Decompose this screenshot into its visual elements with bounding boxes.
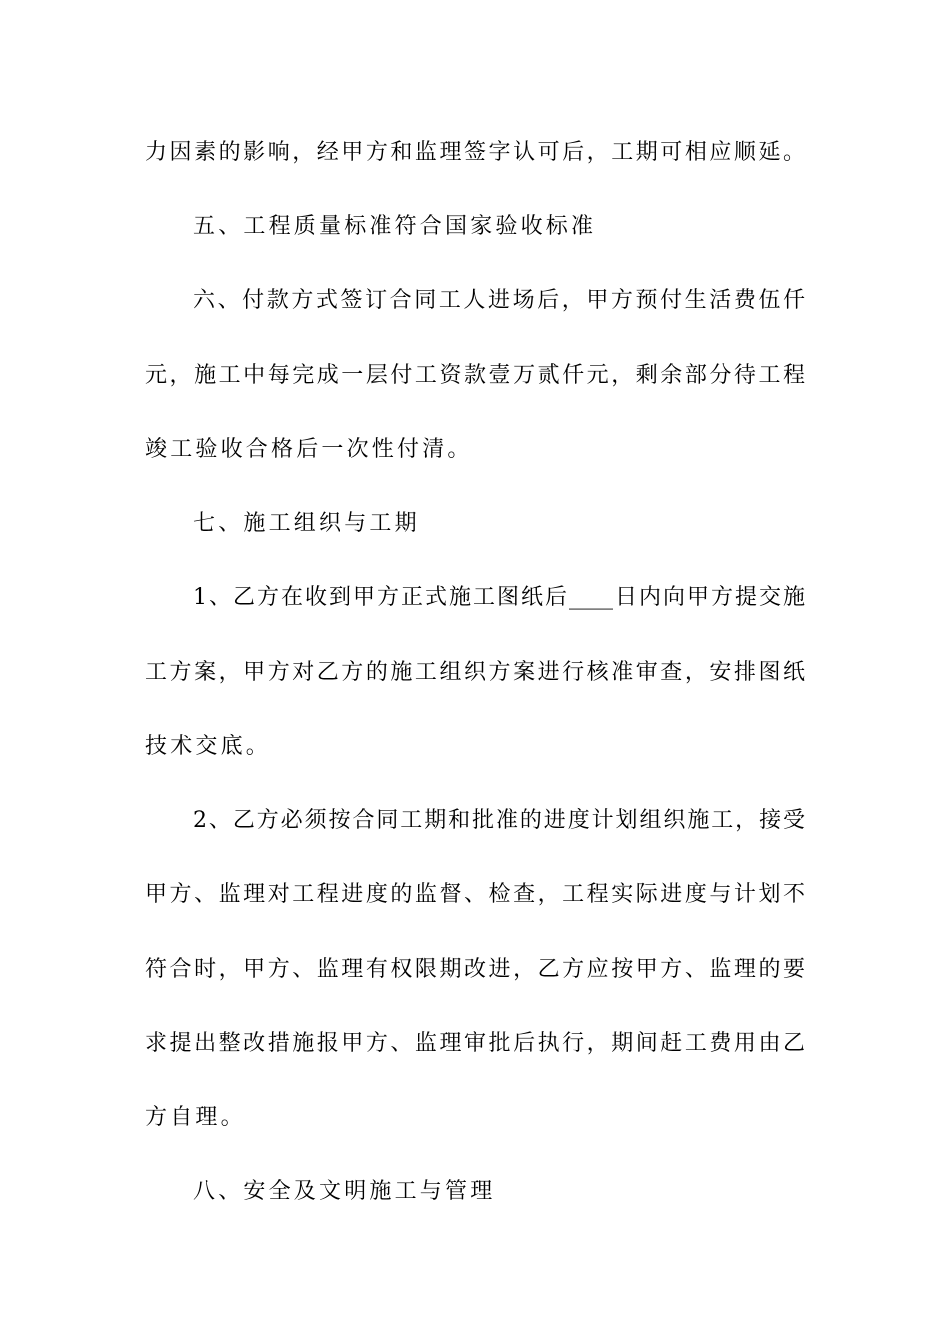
text-line: 1、乙方在收到甲方正式施工图纸后____日内向甲方提交施 (193, 585, 805, 610)
text-line: 竣工验收合格后一次性付清。 (145, 437, 473, 462)
text-line: 力因素的影响，经甲方和监理签字认可后，工期可相应顺延。 (145, 140, 805, 165)
text-line: 甲方、监理对工程进度的监督、检查，工程实际进度与计划不 (145, 882, 805, 907)
text-line: 技术交底。 (145, 734, 272, 759)
text-line: 求提出整改措施报甲方、监理审批后执行，期间赶工费用由乙 (145, 1031, 805, 1056)
text-line: 方自理。 (145, 1105, 246, 1130)
text-line: 2、乙方必须按合同工期和批准的进度计划组织施工，接受 (193, 808, 805, 833)
section-heading: 八、安全及文明施工与管理 (193, 1179, 496, 1204)
text-line: 工方案，甲方对乙方的施工组织方案进行核准审查，安排图纸 (145, 660, 805, 685)
section-heading: 七、施工组织与工期 (193, 511, 420, 536)
section-heading: 五、工程质量标准符合国家验收标准 (193, 214, 597, 239)
text-line: 六、付款方式签订合同工人进场后，甲方预付生活费伍仟 (193, 288, 805, 313)
text-line: 符合时，甲方、监理有权限期改进，乙方应按甲方、监理的要 (145, 957, 805, 982)
text-line: 元，施工中每完成一层付工资款壹万贰仟元，剩余部分待工程 (145, 363, 805, 388)
